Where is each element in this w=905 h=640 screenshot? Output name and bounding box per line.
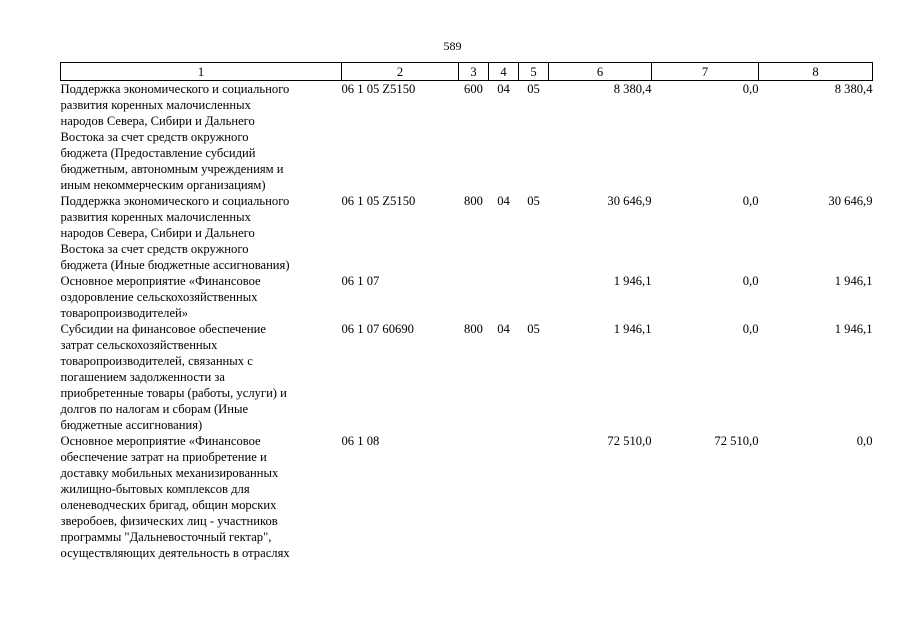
header-col-5: 5 bbox=[519, 63, 549, 81]
header-col-1: 1 bbox=[61, 63, 342, 81]
row-value-8: 0,0 bbox=[856, 434, 873, 448]
row-expense-type: 600 bbox=[464, 82, 483, 96]
row-subsection: 05 bbox=[527, 322, 540, 336]
header-col-7: 7 bbox=[652, 63, 759, 81]
row-subsection: 05 bbox=[527, 194, 540, 208]
row-code: 06 1 08 bbox=[341, 434, 380, 448]
row-code: 06 1 07 bbox=[341, 274, 380, 288]
header-col-4: 4 bbox=[489, 63, 519, 81]
row-value-6: 1 946,1 bbox=[613, 322, 652, 336]
page-number: 589 bbox=[443, 39, 462, 53]
header-col-6: 6 bbox=[549, 63, 652, 81]
row-value-8: 1 946,1 bbox=[834, 322, 873, 336]
row-value-7: 0,0 bbox=[742, 194, 759, 208]
row-value-7: 0,0 bbox=[742, 274, 759, 288]
row-value-8: 8 380,4 bbox=[834, 82, 873, 96]
table-row bbox=[61, 321, 873, 433]
row-value-7: 0,0 bbox=[742, 82, 759, 96]
row-value-6: 30 646,9 bbox=[607, 194, 652, 208]
row-description: Субсидии на финансовое обеспечение затрат сельскохозяйственных товаропроизводителей, связанных с погашением задолженности за приобретенные товары (работы, услуги) и долгов по налогам и сборам (Иные бюджетные ассигнования) bbox=[60, 322, 287, 432]
table-row bbox=[61, 273, 873, 321]
row-expense-type bbox=[459, 433, 489, 561]
row-subsection: 05 bbox=[527, 82, 540, 96]
row-value-6: 72 510,0 bbox=[607, 434, 652, 448]
row-code: 06 1 07 60690 bbox=[341, 322, 414, 336]
header-col-8: 8 bbox=[759, 63, 873, 81]
row-value-6: 8 380,4 bbox=[613, 82, 652, 96]
table-row bbox=[61, 433, 873, 561]
header-row bbox=[61, 63, 873, 81]
row-value-7: 0,0 bbox=[742, 322, 759, 336]
row-value-8: 30 646,9 bbox=[828, 194, 873, 208]
row-subsection bbox=[519, 273, 549, 321]
row-section bbox=[489, 273, 519, 321]
row-expense-type bbox=[459, 273, 489, 321]
row-expense-type: 800 bbox=[464, 322, 483, 336]
row-section: 04 bbox=[497, 322, 510, 336]
row-section: 04 bbox=[497, 194, 510, 208]
row-description: Поддержка экономического и социального развития коренных малочисленных народов Севера, Сибири и Дальнего Востока за счет средств окружного бюджета (Иные бюджетные ассигнования) bbox=[60, 194, 290, 272]
row-section: 04 bbox=[497, 82, 510, 96]
row-description: Поддержка экономического и социального развития коренных малочисленных народов Севера, Сибири и Дальнего Востока за счет средств окружного бюджета (Предоставление субсидий бюджетным, автономным учреждениям и иным некоммерческим организациям) bbox=[60, 82, 290, 192]
row-subsection bbox=[519, 433, 549, 561]
row-code: 06 1 05 Z5150 bbox=[341, 194, 416, 208]
header-col-3: 3 bbox=[459, 63, 489, 81]
row-description: Основное мероприятие «Финансовое обеспечение затрат на приобретение и доставку мобильных механизированных жилищно-бытовых комплексов для оленеводческих бригад, общин морских зверобоев, физических лиц - участников программы "Дальневосточный гектар", осуществляющих деятельность в отраслях bbox=[60, 434, 290, 560]
row-section bbox=[489, 433, 519, 561]
row-description: Основное мероприятие «Финансовое оздоровление сельскохозяйственных товаропроизводителей» bbox=[60, 274, 261, 320]
row-value-8: 1 946,1 bbox=[834, 274, 873, 288]
budget-table bbox=[60, 62, 873, 561]
table-row bbox=[61, 193, 873, 273]
row-value-7: 72 510,0 bbox=[714, 434, 759, 448]
header-col-2: 2 bbox=[342, 63, 459, 81]
row-expense-type: 800 bbox=[464, 194, 483, 208]
table-row bbox=[61, 81, 873, 194]
row-code: 06 1 05 Z5150 bbox=[341, 82, 416, 96]
row-value-6: 1 946,1 bbox=[613, 274, 652, 288]
